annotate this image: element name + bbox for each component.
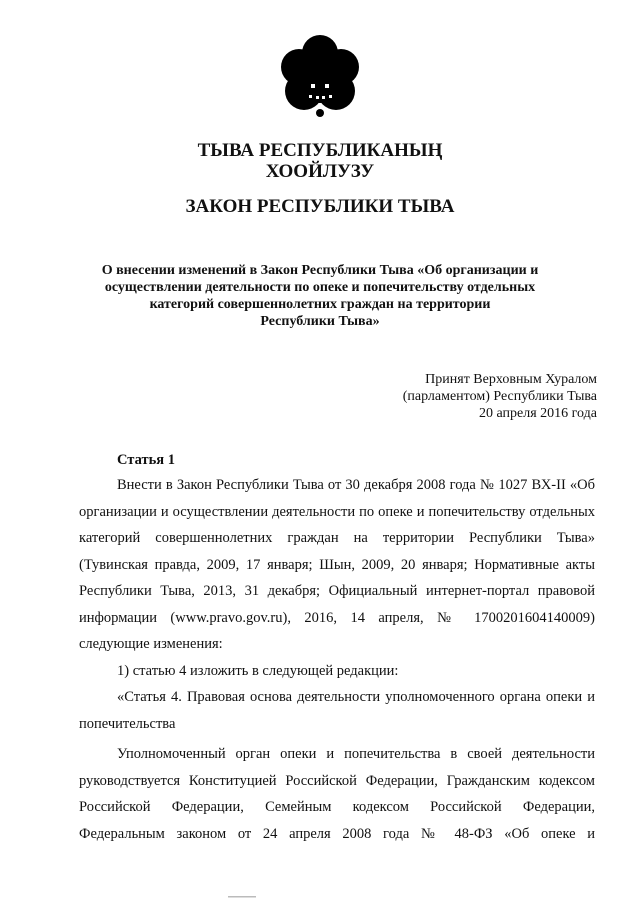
tuvan-title-line2: ХООЙЛУЗУ (265, 161, 375, 182)
law-title-line2: осуществлении деятельности по опеке и попечительству отдельных (104, 280, 536, 295)
tuvan-title-line1: ТЫВА РЕСПУБЛИКАНЫҢ (197, 140, 443, 161)
article-paragraph-4: Уполномоченный орган опеки и попечительства в своей деятельности руководствуется Конституцией Российской Федерации, Гражданским кодексом Российской Федерации, Семейным кодексом Российской Федерации, Федеральным законом от 24 апреля 2008 года № 48-ФЗ «Об опеке и (79, 746, 595, 842)
law-title-line1: О внесении изменений в Закон Республики Тыва «Об организации и (101, 263, 539, 278)
adoption-line2: (парламентом) Республики Тыва (402, 389, 597, 404)
article-paragraph-2: 1) статью 4 изложить в следующей редакции: (117, 662, 399, 679)
footer-scan-mark (228, 893, 256, 899)
adoption-line1: Принят Верховным Хуралом (425, 372, 597, 387)
russian-law-title: ЗАКОН РЕСПУБЛИКИ ТЫВА (185, 196, 455, 217)
adoption-date: 20 апреля 2016 года (479, 406, 597, 421)
law-title-line4: Республики Тыва» (260, 314, 380, 329)
article-paragraph-3: «Статья 4. Правовая основа деятельности уполномоченного органа опеки и попечительства (79, 689, 595, 732)
article-paragraph-1: Внести в Закон Республики Тыва от 30 декабря 2008 года № 1027 ВХ-II «Об организации и осуществлении деятельности по опеке и попечительству отдельных категорий совершеннолетних граждан на территории Республики Тыва» (Тувинская правда, 2009, 17 января; Шын, 2009, 20 января; Нормативные акты Республики Тыва, 2013, 31 декабря; Официальный интернет-портал правовой информации (www.pravo.gov.ru), 2016, 14 апреля, № 1700201604140009) следующие изменения: (79, 477, 595, 652)
article-body (79, 472, 595, 847)
article-title: Статья 1 (117, 452, 175, 468)
law-title-line3: категорий совершеннолетних граждан на территории (149, 297, 491, 312)
tuva-emblem-icon (280, 33, 360, 119)
